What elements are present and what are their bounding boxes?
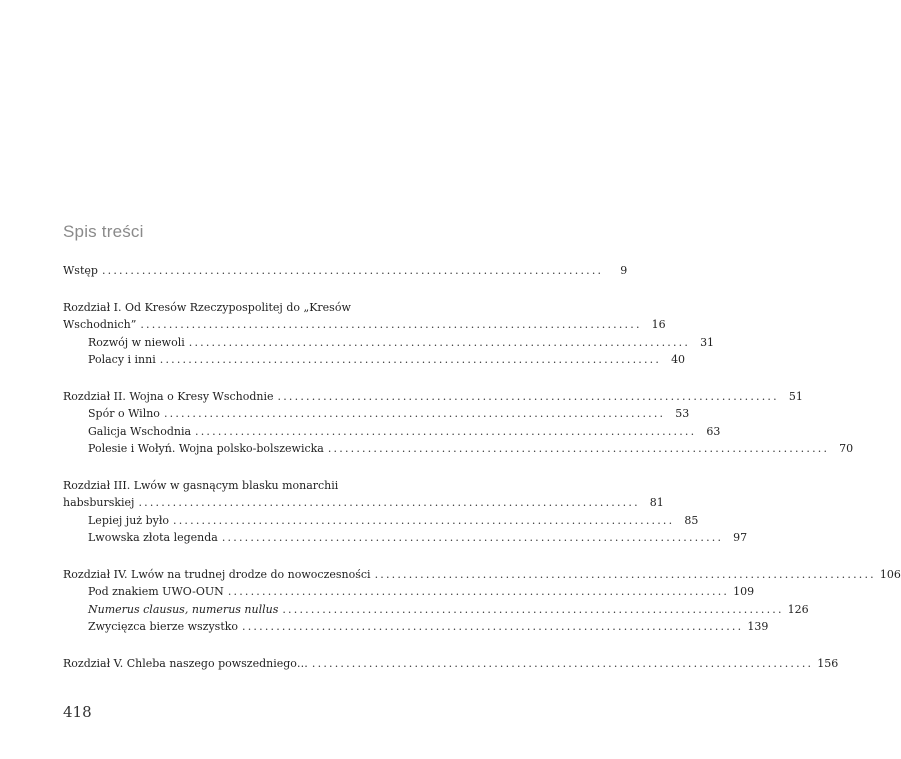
chapter-1-title-line2: Wschodnich” (63, 318, 137, 331)
toc-entry-title: Wstęp (63, 264, 98, 277)
toc-entry-page: 85 (684, 513, 699, 527)
leader-dots: ........................................................................................ (159, 353, 662, 366)
leader-dots: ........................................................................................ (374, 567, 876, 581)
toc-entry-page: 53 (675, 407, 690, 420)
subsection-entry (63, 583, 755, 601)
leader-dots: ........................................................................................ (242, 620, 744, 633)
subsection-title: Lepiej już było (88, 513, 170, 527)
leader-dots: ........................................................................................ (277, 389, 779, 403)
subsection-entry (63, 618, 769, 636)
subsection-title: Spór o Wilno (88, 407, 160, 420)
chapter-1-entry (63, 316, 666, 334)
subsection-entry (63, 440, 854, 458)
leader-dots: ........................................................................................ (101, 264, 604, 277)
subsection-entry (63, 423, 721, 441)
toc-entry-page: 16 (651, 318, 666, 331)
subsection-title: Polesie i Wołyń. Wojna polsko-bolszewicka (88, 442, 324, 455)
toc-entry-page: 81 (649, 496, 664, 509)
leader-dots: ........................................................................................ (311, 656, 814, 670)
leader-dots: ........................................................................................ (163, 407, 666, 420)
subsection-entry (63, 512, 699, 530)
leader-dots: ........................................................................................ (195, 424, 697, 438)
chapter-1-title-line1: Rozdział I. Od Kresów Rzeczypospolitej do „Kresów (63, 300, 351, 314)
subsection-entry (63, 601, 809, 619)
chapter-3-title-line1: Rozdział III. Lwów w gasnącym blasku monarchii (63, 478, 339, 492)
chapter-3-title-line2: habsburskiej (63, 496, 135, 509)
toc-entry-page: 40 (671, 353, 686, 366)
subsection-title: Rozwój w niewoli (88, 335, 185, 349)
leader-dots: ........................................................................................ (282, 602, 784, 616)
subsection-title: Zwycięzca bierze wszystko (88, 620, 239, 633)
subsection-entry (63, 405, 690, 423)
leader-dots: ........................................................................................ (221, 531, 724, 544)
chapter-4-title: Rozdział IV. Lwów na trudnej drodze do nowoczesności (63, 567, 371, 581)
subsection-title: Galicja Wschodnia (88, 424, 192, 438)
chapter-2-entry (63, 388, 803, 406)
chapter-4-entry (63, 566, 901, 584)
toc-entry-wstep (63, 262, 628, 280)
toc-entry-page: 70 (839, 442, 854, 455)
leader-dots: ........................................................................................ (227, 585, 730, 598)
subsection-title: Pod znakiem UWO-OUN (88, 585, 224, 598)
toc-entry-page: 31 (700, 335, 715, 349)
toc-entry-page: 109 (733, 585, 755, 598)
toc-entry-page: 97 (733, 531, 748, 544)
chapter-5-title: Rozdział V. Chleba naszego powszedniego… (63, 656, 308, 670)
toc-entry-page: 63 (706, 424, 721, 438)
subsection-entry (63, 334, 715, 352)
leader-dots: ........................................................................................ (188, 335, 691, 349)
chapter-2-title: Rozdział II. Wojna o Kresy Wschodnie (63, 389, 274, 403)
leader-dots: ........................................................................................ (327, 442, 830, 455)
leader-dots: ........................................................................................ (138, 496, 640, 509)
toc-entry-page: 51 (788, 389, 803, 403)
toc-entry-page: 9 (620, 264, 628, 277)
chapter-5-entry (63, 655, 839, 673)
page-number: 418 (63, 703, 92, 721)
chapter-3-entry (63, 494, 664, 512)
subsection-title: Polacy i inni (88, 353, 156, 366)
table-of-contents (63, 262, 901, 672)
subsection-entry (63, 351, 686, 369)
leader-dots: ........................................................................................ (173, 513, 675, 527)
toc-entry-page: 126 (787, 602, 809, 616)
subsection-entry (63, 529, 748, 547)
leader-dots: ........................................................................................ (140, 318, 642, 331)
toc-entry-page: 106 (879, 567, 901, 581)
toc-entry-page: 156 (817, 656, 839, 670)
subsection-title: Lwowska złota legenda (88, 531, 218, 544)
toc-entry-page: 139 (747, 620, 769, 633)
page-title: Spis treści (63, 222, 144, 241)
subsection-title: Numerus clausus, numerus nullus (88, 602, 279, 616)
